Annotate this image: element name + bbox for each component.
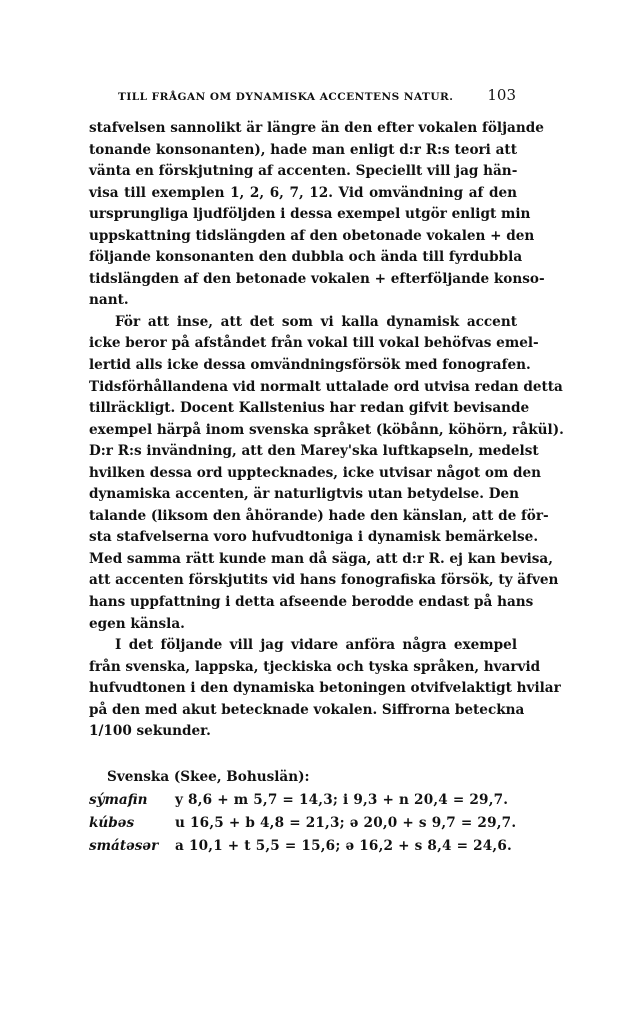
text-line: För att inse, att det som vi kalla dynamisk accent [115, 313, 517, 330]
examples-block [89, 766, 519, 858]
example-formula: a 10,1 + t 5,5 = 15,6; ə 16,2 + s 8,4 = 24,6. [175, 838, 512, 854]
text-line: nant. [89, 292, 129, 309]
text-line: Tidsförhållandena vid normalt uttalade ord utvisa redan detta [89, 378, 563, 395]
example-row [89, 835, 519, 858]
example-row [89, 812, 519, 835]
text-line: stafvelsen sannolikt är längre än den efter vokalen följande [89, 120, 544, 136]
example-row [89, 789, 519, 812]
page-number: 103 [487, 86, 516, 104]
example-word: sýmafin [89, 792, 148, 808]
text-line: uppskattning tidslängden af den obetonade vokalen + den [89, 227, 535, 244]
text-line: tidslängden af den betonade vokalen + efterföljande konso- [89, 270, 545, 287]
text-line: att accenten förskjutits vid hans fonografiska försök, ty äfven [89, 572, 559, 589]
page-header [118, 88, 516, 108]
text-line: hufvudtonen i den dynamiska betoningen otvifvelaktigt hvilar [89, 680, 561, 697]
text-line: på den med akut betecknade vokalen. Siffrorna beteckna [89, 701, 525, 718]
examples-rows [89, 789, 519, 858]
example-formula: u 16,5 + b 4,8 = 21,3; ə 20,0 + s 9,7 = 29,7. [175, 815, 517, 831]
text-line: icke beror på afståndet från vokal till vokal behöfvas emel- [89, 335, 539, 352]
text-line: från svenska, lappska, tjeckiska och tyska språken, hvarvid [89, 658, 541, 675]
text-line: sta stafvelserna voro hufvudtoniga i dynamisk bemärkelse. [89, 529, 539, 546]
text-line: ursprungliga ljudföljden i dessa exempel utgör enligt min [89, 206, 531, 223]
text-line: I det följande vill jag vidare anföra några exempel [115, 637, 517, 654]
text-line: Med samma rätt kunde man då säga, att d:r R. ej kan bevisa, [89, 550, 553, 567]
text-line: visa till exemplen 1, 2, 6, 7, 12. Vid omvändning af den [89, 184, 517, 201]
text-line: följande konsonanten den dubbla och ända till fyrdubbla [89, 249, 523, 266]
body-text [89, 118, 564, 743]
text-line: talande (liksom den åhörande) hade den känslan, att de för- [89, 507, 549, 524]
examples-heading: Svenska (Skee, Bohuslän): [107, 769, 310, 785]
text-line: hvilken dessa ord upptecknades, icke utvisar något om den [89, 464, 542, 481]
text-line: egen känsla. [89, 615, 185, 632]
text-line: hans uppfattning i detta afseende berodde endast på hans [89, 594, 534, 611]
text-line: lertid alls icke dessa omvändningsförsök med fonografen. [89, 357, 531, 374]
text-line: tonande konsonanten), hade man enligt d:r R:s teori att [89, 141, 517, 158]
text-line: dynamiska accenten, är naturligtvis utan betydelse. Den [89, 486, 520, 503]
text-line: D:r R:s invändning, att den Marey'ska luftkapseln, medelst [89, 443, 539, 460]
example-formula: y 8,6 + m 5,7 = 14,3; i 9,3 + n 20,4 = 29,7. [175, 792, 509, 808]
example-word: smátəsər [89, 838, 159, 854]
text-line: exempel härpå inom svenska språket (köbånn, köhörn, råkül). [89, 421, 564, 438]
running-title: TILL FRÅGAN OM DYNAMISKA ACCENTENS NATUR. [118, 91, 454, 103]
example-word: kúbəs [89, 815, 135, 831]
text-line: tillräckligt. Docent Kallstenius har redan gifvit bevisande [89, 400, 530, 417]
text-line: 1/100 sekunder. [89, 723, 211, 740]
text-line: vänta en förskjutning af accenten. Speciellt vill jag hän- [89, 163, 518, 180]
